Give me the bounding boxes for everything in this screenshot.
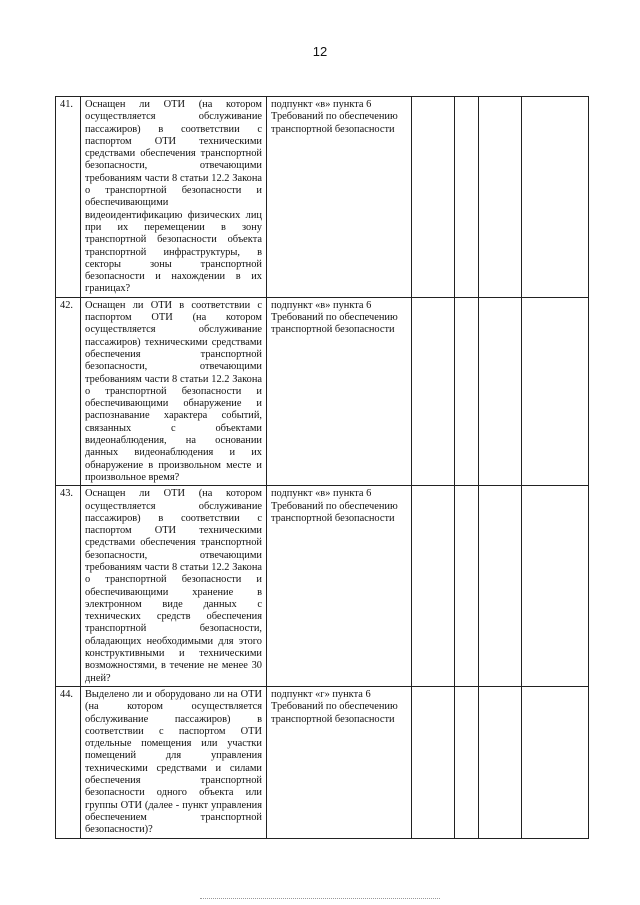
answer-cell-note	[522, 297, 589, 485]
answer-cell-na	[479, 486, 522, 687]
question-cell: Оснащен ли ОТИ (на котором осуществляется обслуживание пассажиров) в соответствии с паспортом ОТИ техническими средствами обеспечения транспортной безопасности, отвечающими требованиям части 8 статьи 12.2 Закона о транспортной безопасности и обеспечивающими видеоидентификацию физических лиц при их перемещении в зону транспортной безопасности объекта транспортной инфраструктуры, в секторы зоны транспортной безопасности и нахождении в их границах?	[81, 97, 267, 298]
legal-basis-cell: подпункт «в» пункта 6 Требований по обеспечению транспортной безопасности	[267, 297, 412, 485]
answer-cell-note	[522, 97, 589, 298]
answer-cell-yes	[412, 97, 455, 298]
page-number: 12	[312, 44, 328, 59]
answer-cell-na	[479, 686, 522, 838]
answer-cell-yes	[412, 486, 455, 687]
scan-artifact-line	[200, 898, 440, 901]
answer-cell-no	[455, 97, 479, 298]
row-number: 44.	[56, 686, 81, 838]
row-number: 41.	[56, 97, 81, 298]
answer-cell-yes	[412, 686, 455, 838]
table-row	[56, 297, 589, 485]
table-row	[56, 686, 589, 838]
question-cell: Выделено ли и оборудовано ли на ОТИ (на котором осуществляется обслуживание пассажиров) в соответствии с паспортом ОТИ отдельные помещения или участки помещений для управления техническими средствами и силами обеспечения транспортной безопасности одного объекта или группы ОТИ (далее - пункт управления обеспечением транспортной безопасности)?	[81, 686, 267, 838]
row-number: 42.	[56, 297, 81, 485]
row-number: 43.	[56, 486, 81, 687]
answer-cell-no	[455, 686, 479, 838]
legal-basis-cell: подпункт «г» пункта 6 Требований по обеспечению транспортной безопасности	[267, 686, 412, 838]
answer-cell-note	[522, 486, 589, 687]
answer-cell-na	[479, 297, 522, 485]
checklist-table	[55, 96, 589, 839]
answer-cell-na	[479, 97, 522, 298]
table-row	[56, 486, 589, 687]
answer-cell-note	[522, 686, 589, 838]
table-row	[56, 97, 589, 298]
answer-cell-no	[455, 297, 479, 485]
question-cell: Оснащен ли ОТИ в соответствии с паспортом ОТИ (на котором осуществляется обслуживание пассажиров) техническими средствами обеспечения транспортной безопасности, отвечающими требованиям части 8 статьи 12.2 Закона о транспортной безопасности и обеспечивающими обнаружение и распознавание характера событий, связанных с объектами видеонаблюдения, на основании данных видеонаблюдения и их обнаружение в произвольном месте и произвольное время?	[81, 297, 267, 485]
answer-cell-no	[455, 486, 479, 687]
legal-basis-cell: подпункт «в» пункта 6 Требований по обеспечению транспортной безопасности	[267, 486, 412, 687]
legal-basis-cell: подпункт «в» пункта 6 Требований по обеспечению транспортной безопасности	[267, 97, 412, 298]
question-cell: Оснащен ли ОТИ (на котором осуществляется обслуживание пассажиров) в соответствии с паспортом ОТИ техническими средствами обеспечения транспортной безопасности, отвечающими требованиям части 8 статьи 12.2 Закона о транспортной безопасности и обеспечивающими хранение в электронном виде данных с технических средств обеспечения транспортной безопасности, обладающих необходимыми для этого конструктивными и техническими возможностями, в течение не менее 30 дней?	[81, 486, 267, 687]
answer-cell-yes	[412, 297, 455, 485]
